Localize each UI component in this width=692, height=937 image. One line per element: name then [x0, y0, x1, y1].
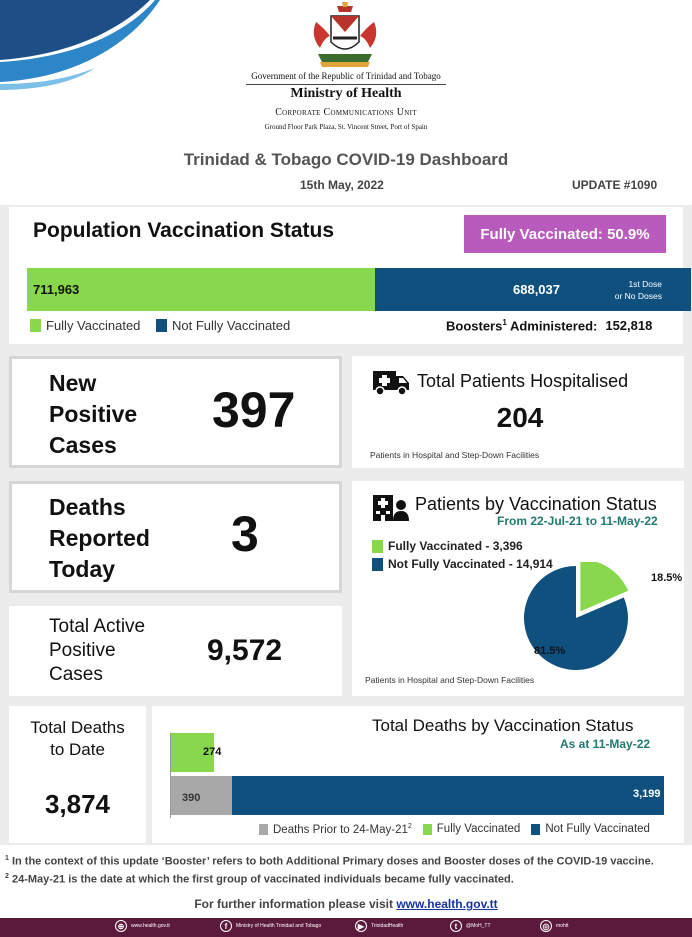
footer-social-link[interactable]	[355, 920, 403, 932]
legend-swatch-blue	[156, 319, 167, 332]
footnote-text: In the context of this update ‘Booster’ refers to both Additional Primary doses and Booster doses of the COVID-19 vaccine.	[8, 855, 654, 868]
label-line: Positive	[49, 640, 116, 661]
fully-vaccinated-badge: Fully Vaccinated: 50.9%	[464, 215, 666, 253]
footnote-marker: 2	[5, 873, 9, 880]
legend-label: Fully Vaccinated	[436, 823, 521, 836]
legend-label: Not Fully Vaccinated - 14,914	[388, 557, 553, 571]
twitter-icon: t	[450, 920, 462, 932]
deaths-prior-value: 390	[182, 792, 201, 804]
label-line: to Date	[50, 740, 105, 759]
hospitalised-value: 204	[496, 402, 544, 433]
unit-name: Corporate Communications Unit	[275, 107, 417, 118]
patients-pie-chart	[520, 562, 670, 674]
footnote-text: 24-May-21 is the date at which the first group of vaccinated individuals became fully vaccinated.	[8, 873, 514, 886]
label-line: Total Deaths	[30, 718, 125, 737]
dashboard-title: Trinidad & Tobago COVID-19 Dashboard	[183, 150, 509, 169]
total-deaths-value: 3,874	[44, 789, 111, 819]
footer-link-text: mohtt	[556, 923, 569, 929]
footer-bar	[0, 918, 692, 937]
government-line: Government of the Republic of Trinidad and Tobago	[251, 71, 441, 81]
vaccination-status-title: Population Vaccination Status	[33, 219, 335, 242]
legend-label	[273, 823, 412, 836]
footer-social-link[interactable]	[450, 920, 491, 932]
deaths-prior-bar	[171, 776, 232, 815]
deaths-by-vaccination-title: Total Deaths by Vaccination Status	[372, 716, 634, 735]
health-website-link[interactable]: www.health.gov.tt	[396, 897, 498, 911]
legend-swatch-green	[372, 540, 383, 553]
boosters-administered	[446, 318, 652, 333]
deaths-not-fully-vaccinated-value: 3,199	[633, 788, 661, 800]
legend-label: Not Fully Vaccinated	[545, 823, 650, 836]
legend-label: Fully Vaccinated - 3,396	[388, 539, 523, 553]
legend-swatch-green	[30, 319, 41, 332]
fully-vaccinated-value: 711,963	[33, 282, 80, 297]
divider	[246, 84, 446, 85]
boosters-label: Boosters	[446, 318, 503, 334]
total-deaths-label	[9, 717, 146, 761]
active-positive-cases-label	[49, 615, 145, 687]
legend-swatch-grey	[259, 824, 268, 835]
legend-label: Not Fully Vaccinated	[172, 318, 291, 333]
active-positive-cases-value: 9,572	[207, 634, 283, 667]
youtube-icon: ▶	[355, 920, 367, 932]
web-icon: ⊕	[115, 920, 127, 932]
note-line-2: or No Doses	[614, 291, 662, 301]
not-fully-vaccinated-note	[594, 278, 662, 302]
footer-link-text: @MoH_TT	[466, 923, 491, 929]
hospitalised-title: Total Patients Hospitalised	[417, 371, 629, 391]
pie-label-fully: 18.5%	[651, 572, 683, 584]
legend-prior-text: Deaths Prior to 24-May-21	[273, 823, 408, 836]
coat-of-arms-icon	[306, 2, 384, 68]
more-info-text: For further information please visit	[194, 897, 397, 911]
label-line: Total Active	[49, 616, 146, 637]
address: Ground Floor Park Plaza, St. Vincent Street, Port of Spain	[264, 123, 428, 131]
footer-link-text: TrinidadHealth	[371, 923, 404, 929]
legend-swatch-blue	[531, 824, 540, 835]
label-line: Reported	[49, 525, 150, 551]
new-positive-cases-value: 397	[212, 382, 296, 438]
deaths-legend	[259, 823, 650, 836]
footer-social-link[interactable]	[115, 920, 170, 932]
label-line: Today	[49, 556, 116, 582]
legend-swatch-green	[423, 824, 432, 835]
footnote-1	[5, 855, 654, 868]
footnote-marker: 1	[5, 855, 9, 862]
boosters-value: 152,818	[605, 318, 653, 334]
label-line: Positive	[49, 401, 138, 427]
label-line: Deaths	[49, 494, 126, 520]
footer-link-text: www.health.gov.tt	[131, 923, 170, 929]
deaths-reported-today-label	[49, 492, 150, 585]
deaths-by-vaccination-subtitle: As at 11-May-22	[560, 737, 651, 751]
deaths-reported-today-value: 3	[231, 506, 259, 562]
footer-social-link[interactable]	[540, 920, 569, 932]
hospitalised-note: Patients in Hospital and Step-Down Facilities	[370, 450, 540, 460]
footer-social-link[interactable]	[220, 920, 321, 932]
patients-by-vaccination-title: Patients by Vaccination Status	[415, 494, 657, 514]
hospital-building-icon	[371, 491, 409, 521]
deaths-fully-vaccinated-value: 274	[203, 746, 222, 758]
more-info	[0, 897, 692, 911]
label-line: Cases	[49, 432, 117, 458]
label-line: New	[49, 370, 97, 396]
deaths-not-fully-vaccinated-bar	[232, 776, 664, 815]
instagram-icon: ◎	[540, 920, 552, 932]
not-fully-vaccinated-value: 688,037	[513, 282, 560, 297]
legend-fully-vaccinated	[372, 539, 523, 553]
legend-fully-vaccinated	[30, 318, 140, 333]
ambulance-icon	[372, 368, 410, 396]
pie-label-not-fully: 81.5%	[534, 645, 566, 657]
footnote-marker: 1	[502, 318, 507, 327]
dashboard-date: 15th May, 2022	[300, 178, 384, 192]
ministry-name: Ministry of Health	[290, 86, 402, 101]
note-line-1: 1st Dose	[628, 279, 662, 289]
facebook-icon: f	[220, 920, 232, 932]
legend-swatch-blue	[372, 558, 383, 571]
legend-not-fully-vaccinated	[156, 318, 290, 333]
update-number: UPDATE #1090	[572, 178, 658, 192]
footer-link-text: Ministry of Health Trinidad and Tobago	[236, 923, 322, 929]
footnote-2	[5, 873, 514, 886]
patients-by-vaccination-subtitle: From 22-Jul-21 to 11-May-22	[497, 514, 658, 528]
label-line: Cases	[49, 664, 103, 685]
legend-label: Fully Vaccinated	[46, 318, 141, 333]
boosters-label-2: Administered:	[506, 318, 598, 334]
patients-by-vaccination-note: Patients in Hospital and Step-Down Facilities	[365, 675, 535, 685]
footnote-marker: 2	[407, 823, 412, 830]
